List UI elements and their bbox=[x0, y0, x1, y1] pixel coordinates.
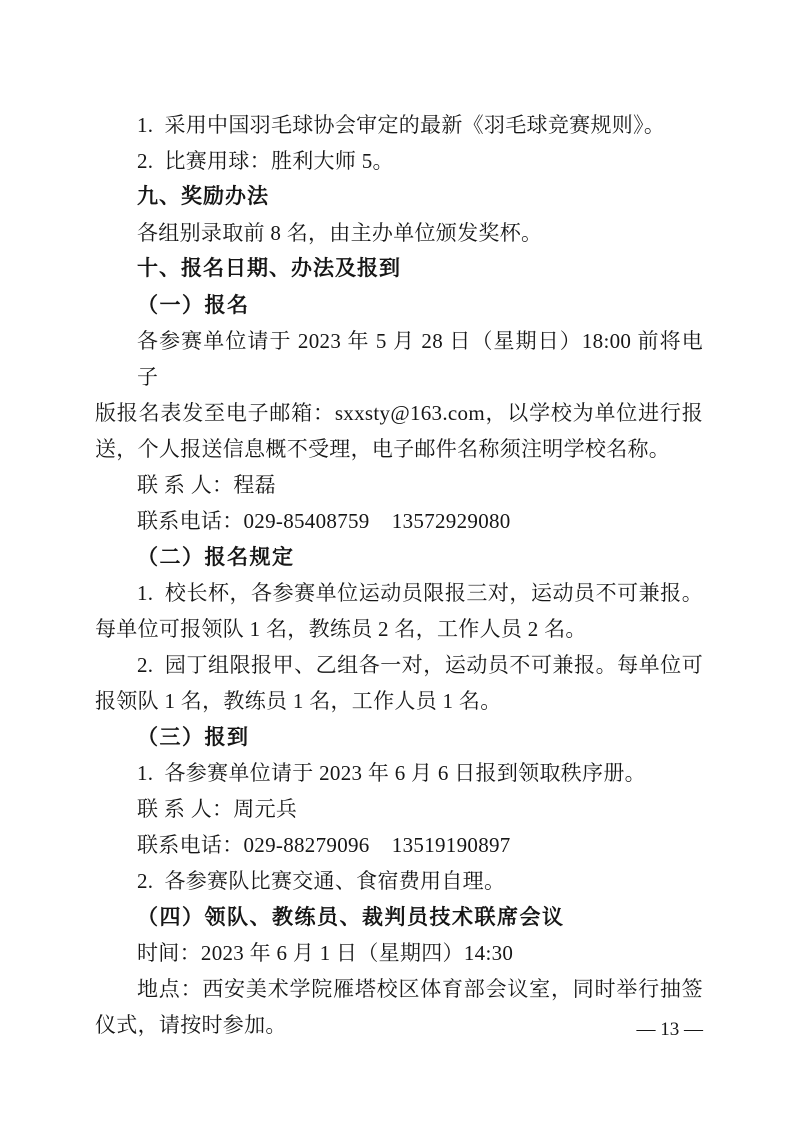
checkin-contact-phone: 联系电话：029-88279096 13519190897 bbox=[137, 833, 511, 857]
registration-paragraph-line-2: 版报名表发至电子邮箱：sxxsty@163.com，以学校为单位进行报 bbox=[95, 401, 703, 425]
rule-item-2: 2. 比赛用球：胜利大师 5。 bbox=[137, 149, 394, 173]
heading-section-ten-registration: 十、报名日期、办法及报到 bbox=[137, 257, 401, 280]
subheading-checkin: （三）报到 bbox=[137, 725, 250, 749]
registration-contact-person: 联 系 人：程磊 bbox=[137, 473, 276, 497]
registration-paragraph-line-1: 各参赛单位请于 2023 年 5 月 28 日（星期日）18:00 前将电子 bbox=[137, 329, 703, 389]
rules-item-2-line-1: 2. 园丁组限报甲、乙组各一对，运动员不可兼报。每单位可 bbox=[137, 653, 703, 677]
meeting-time: 时间：2023 年 6 月 1 日（星期四）14:30 bbox=[137, 941, 514, 965]
subheading-technical-meeting: （四）领队、教练员、裁判员技术联席会议 bbox=[137, 905, 565, 929]
subheading-registration: （一）报名 bbox=[137, 293, 250, 317]
rule-item-1: 1. 采用中国羽毛球协会审定的最新《羽毛球竞赛规则》。 bbox=[137, 113, 666, 137]
checkin-item-1: 1. 各参赛单位请于 2023 年 6 月 6 日报到领取秩序册。 bbox=[137, 761, 646, 785]
registration-paragraph-line-3: 送，个人报送信息概不受理，电子邮件名称须注明学校名称。 bbox=[95, 437, 671, 461]
rules-item-1-line-2: 每单位可报领队 1 名，教练员 2 名，工作人员 2 名。 bbox=[95, 617, 587, 641]
checkin-item-2: 2. 各参赛队比赛交通、食宿费用自理。 bbox=[137, 869, 506, 893]
page-number: — 13 — bbox=[636, 1019, 703, 1040]
rules-item-2-line-2: 报领队 1 名，教练员 1 名，工作人员 1 名。 bbox=[95, 689, 502, 713]
meeting-location-line-2: 仪式，请按时参加。 bbox=[95, 1013, 287, 1037]
heading-section-nine-awards: 九、奖励办法 bbox=[137, 185, 269, 208]
registration-contact-phone: 联系电话：029-85408759 13572929080 bbox=[137, 509, 511, 533]
checkin-contact-person: 联 系 人：周元兵 bbox=[137, 797, 298, 821]
document-body bbox=[95, 107, 703, 1043]
rules-item-1-line-1: 1. 校长杯，各参赛单位运动员限报三对，运动员不可兼报。 bbox=[137, 581, 703, 605]
awards-description: 各组别录取前 8 名，由主办单位颁发奖杯。 bbox=[137, 221, 543, 245]
subheading-registration-rules: （二）报名规定 bbox=[137, 545, 295, 569]
meeting-location-line-1: 地点：西安美术学院雁塔校区体育部会议室，同时举行抽签 bbox=[137, 977, 703, 1001]
